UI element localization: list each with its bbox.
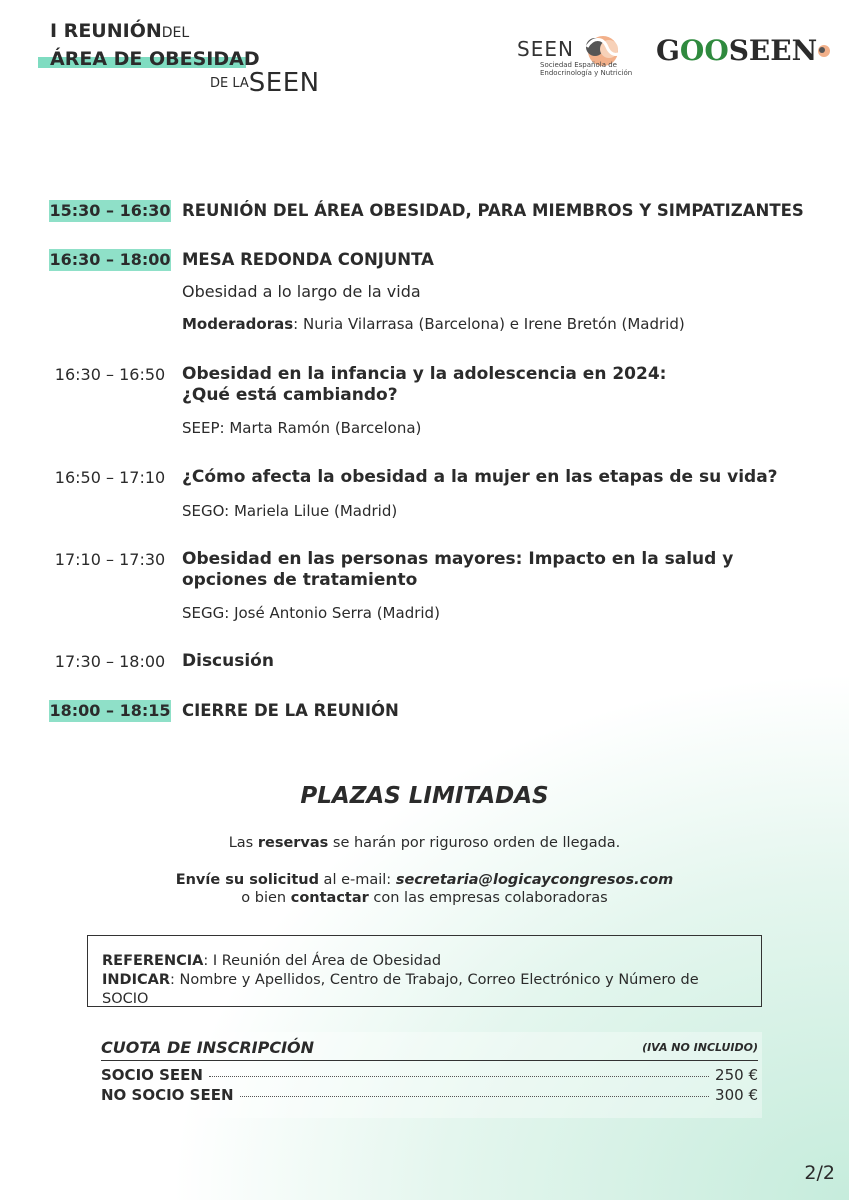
reservations-note: Las reservas se harán por riguroso orden de llegada. (228, 835, 621, 851)
gooseen-logo (656, 34, 826, 74)
speaker: SEGG: José Antonio Serra (Madrid) (182, 604, 440, 622)
speaker: SEGO: Mariela Lilue (Madrid) (182, 502, 398, 520)
title-bold-1: I REUNIÓN (50, 20, 162, 42)
time-slot: 17:30 – 18:00 (54, 652, 166, 671)
reference-box (87, 935, 762, 1007)
time-slot: 16:30 – 18:00 (49, 250, 171, 269)
talk-title: Obesidad en la infancia y la adolescencia en 2024: ¿Qué está cambiando? (182, 364, 667, 405)
speaker: SEEP: Marta Ramón (Barcelona) (182, 419, 422, 437)
fees-divider (101, 1060, 758, 1061)
gooseen-emblem-icon (817, 44, 831, 58)
talk-title: Discusión (182, 651, 274, 671)
fees-table (87, 1032, 762, 1118)
gooseen-g: G (656, 34, 680, 67)
contact-note: Envíe su solicitud al e-mail: secretaria@logicaycongresos.com o bien contactar con las empresas colaboradoras (175, 872, 674, 906)
time-slot: 17:10 – 17:30 (54, 550, 166, 569)
session-subtitle: Obesidad a lo largo de la vida (182, 282, 421, 301)
seen-logo-word: SEEN (517, 37, 574, 61)
moderators: Moderadoras: Nuria Vilarrasa (Barcelona) e Irene Bretón (Madrid) (182, 315, 685, 333)
seen-logo-subtitle: Sociedad Española de Endocrinología y Nutrición (540, 61, 633, 77)
seen-logo (517, 37, 633, 81)
fee-row: SOCIO SEEN 250 € (101, 1066, 758, 1084)
title-small-2: DE LA (210, 76, 249, 91)
title-big-3: SEEN (248, 68, 320, 98)
time-slot: 16:50 – 17:10 (54, 468, 166, 487)
gooseen-oo: OO (679, 34, 729, 67)
title-line-3 (210, 70, 320, 96)
title-small-1: DEL (161, 25, 190, 41)
time-slot: 15:30 – 16:30 (49, 201, 171, 220)
fees-iva-note: (IVA NO INCLUIDO) (642, 1041, 758, 1054)
title-line-2: ÁREA DE OBESIDAD (50, 48, 260, 70)
reference-line: REFERENCIA: I Reunión del Área de Obesidad (102, 953, 442, 969)
indicate-line: INDICAR: Nombre y Apellidos, Centro de Trabajo, Correo Electrónico y Número de SOCIO (102, 972, 699, 1007)
fee-row: NO SOCIO SEEN 300 € (101, 1086, 758, 1104)
session-title: MESA REDONDA CONJUNTA (182, 250, 434, 269)
time-slot: 18:00 – 18:15 (49, 701, 171, 720)
talk-title: ¿Cómo afecta la obesidad a la mujer en las etapas de su vida? (182, 467, 778, 487)
contact-email-link[interactable]: secretaria@logicaycongresos.com (395, 872, 674, 888)
limited-places-heading: PLAZAS LIMITADAS (300, 783, 549, 809)
title-line-1 (50, 22, 189, 43)
time-slot: 16:30 – 16:50 (54, 365, 166, 384)
session-title: REUNIÓN DEL ÁREA OBESIDAD, PARA MIEMBROS Y SIMPATIZANTES (182, 201, 804, 220)
session-title: CIERRE DE LA REUNIÓN (182, 701, 399, 720)
fees-heading: CUOTA DE INSCRIPCIÓN (101, 1038, 315, 1057)
talk-title: Obesidad en las personas mayores: Impacto en la salud y opciones de tratamiento (182, 549, 734, 590)
page-number: 2/2 (804, 1162, 835, 1184)
gooseen-seen: SEEN (728, 34, 818, 67)
